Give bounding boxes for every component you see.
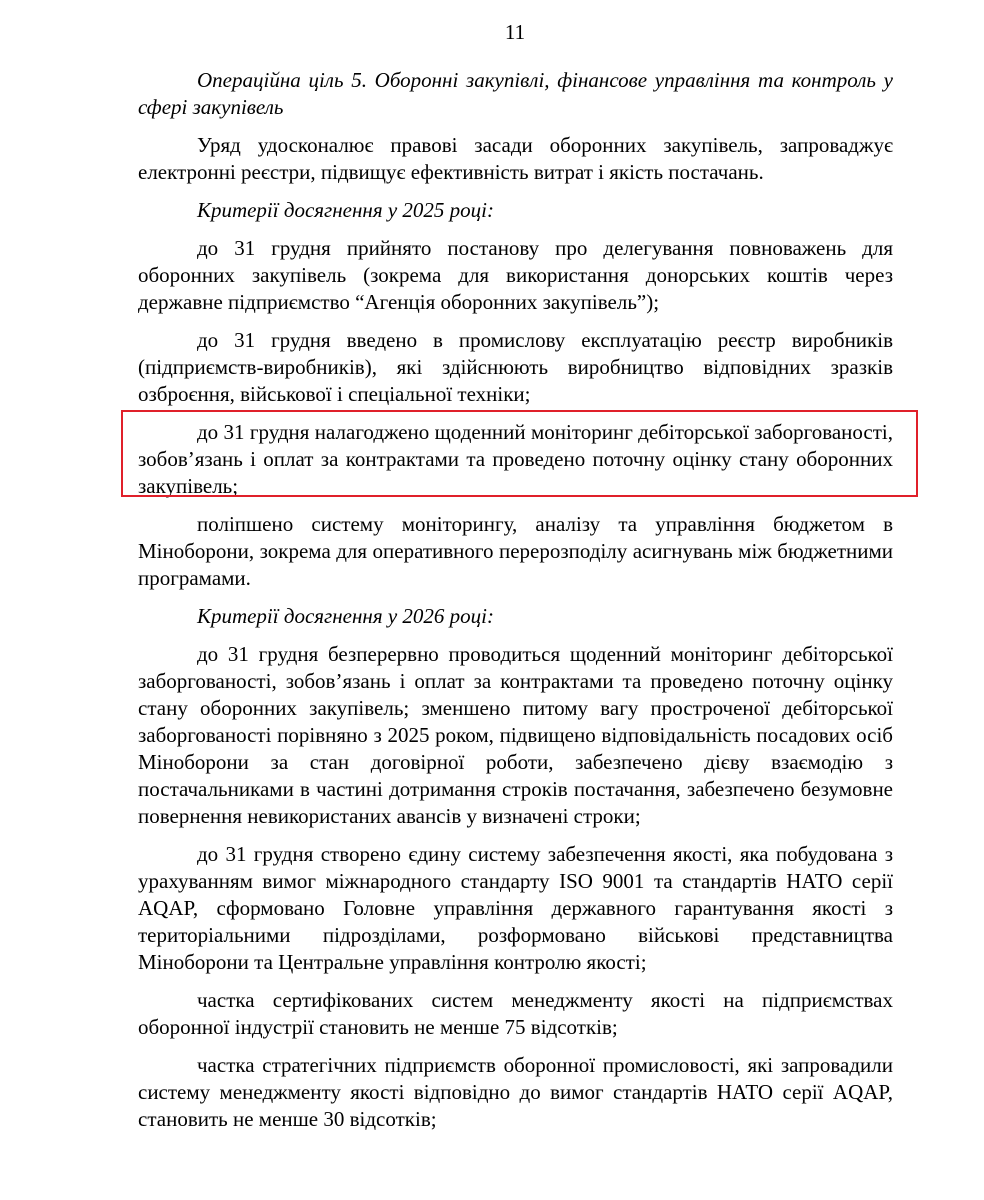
paragraph-intro: Уряд удосконалює правові засади оборонних закупівель, запроваджує електронні реєстри, підвищує ефективність витрат і якість постачань.	[138, 133, 893, 184]
criterion-2025-registry: до 31 грудня введено в промислову експлуатацію реєстр виробників (підприємств-виробників), які здійснюють виробництво відповідних зразків озброєння, військової і спеціальної техніки;	[138, 328, 893, 406]
criterion-2026-aqap-share: частка стратегічних підприємств оборонної промисловості, які запровадили систему менеджменту якості відповідно до вимог стандартів НАТО серії AQAP, становить не менше 30 відсотків;	[138, 1053, 893, 1131]
criteria-heading-2026: Критерії досягнення у 2026 році:	[197, 604, 494, 628]
criterion-2025-delegation: до 31 грудня прийнято постанову про делегування повноважень для оборонних закупівель (зокрема для використання донорських коштів через державне підприємство “Агенція оборонних закупівель”);	[138, 236, 893, 314]
section-heading-operational-goal: Операційна ціль 5. Оборонні закупівлі, фінансове управління та контроль у сфері закупівель	[138, 68, 893, 119]
criterion-2025-monitoring-highlighted: до 31 грудня налагоджено щоденний моніторинг дебіторської заборгованості, зобов’язань і оплат за контрактами та проведено поточну оцінку стану оборонних закупівель;	[138, 420, 893, 498]
criterion-2026-monitoring: до 31 грудня безперервно проводиться щоденний моніторинг дебіторської заборгованості, зобов’язань і оплат за контрактами та проведено поточну оцінку стану оборонних закупівель; зменшено питому вагу простроченої дебіторської заборгованості порівняно з 2025 роком, підвищено відповідальність посадових осіб Міноборони за стан договірної роботи, забезпечено дієву взаємодію з постачальниками в частині дотримання строків постачання, забезпечено безумовне повернення невикористаних авансів у визначені строки;	[138, 642, 893, 828]
criterion-2026-certified-share: частка сертифікованих систем менеджменту якості на підприємствах оборонної індустрії становить не менше 75 відсотків;	[138, 988, 893, 1039]
criteria-heading-2025: Критерії досягнення у 2025 році:	[197, 198, 494, 222]
page-number: 11	[504, 20, 526, 44]
criterion-2025-budget: поліпшено систему моніторингу, аналізу та управління бюджетом в Міноборони, зокрема для оперативного перерозподілу асигнувань між бюджетними програмами.	[138, 512, 893, 590]
criterion-2026-quality-system: до 31 грудня створено єдину систему забезпечення якості, яка побудована з урахуванням вимог міжнародного стандарту ISO 9001 та стандартів НАТО серії AQAP, сформовано Головне управління державного гарантування якості з територіальними підрозділами, розформовано військові представництва Міноборони та Центральне управління контролю якості;	[138, 842, 893, 974]
document-body	[138, 67, 893, 1144]
